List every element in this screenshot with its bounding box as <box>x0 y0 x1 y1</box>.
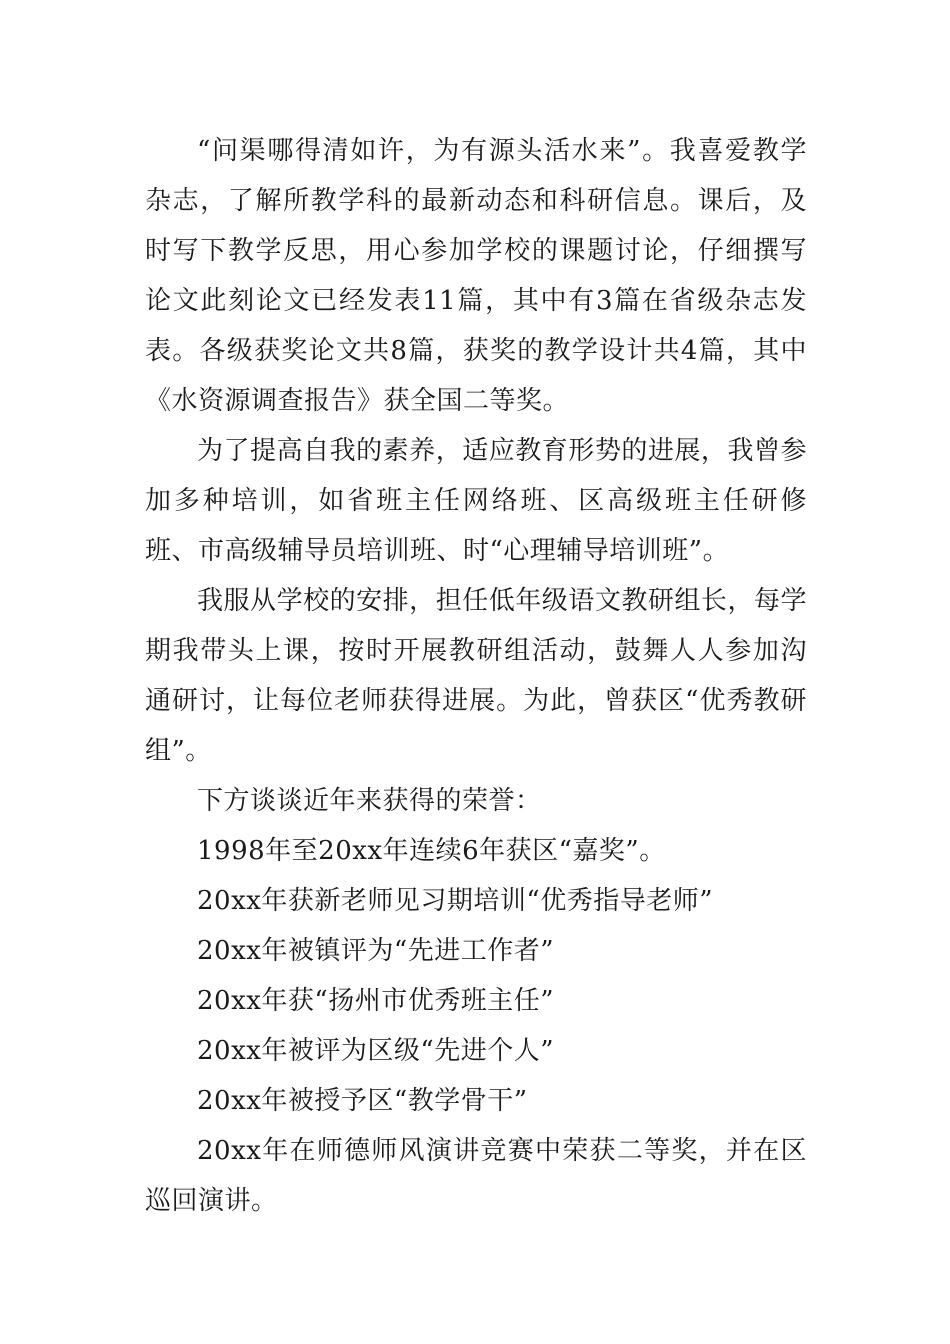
paragraph-training: 为了提高自我的素养，适应教育形势的进展，我曾参加多种培训，如省班主任网络班、区高级班主任研修班、市高级辅导员培训班、时“心理辅导培训班”。 <box>145 436 807 566</box>
honor-item: 20xx年在师德师风演讲竞赛中荣获二等奖，并在区巡回演讲。 <box>145 1136 807 1216</box>
paragraph-honors-intro: 下方谈谈近年来获得的荣誉： <box>197 786 542 816</box>
honor-item: 1998年至20xx年连续6年获区“嘉奖”。 <box>197 836 666 866</box>
honor-item: 20xx年被镇评为“先进工作者” <box>197 936 554 966</box>
paragraph-teaching-group: 我服从学校的安排，担任低年级语文教研组长，每学期我带头上课，按时开展教研组活动，鼓舞人人参加沟通研讨，让每位老师获得进展。为此，曾获区“优秀教研组”。 <box>145 586 807 766</box>
document-body <box>145 126 807 1226</box>
honor-item: 20xx年被评为区级“先进个人” <box>197 1036 554 1066</box>
honor-item: 20xx年获新老师见习期培训“优秀指导老师” <box>197 886 713 916</box>
honor-item: 20xx年被授予区“教学骨干” <box>197 1086 528 1116</box>
honor-item: 20xx年获“扬州市优秀班主任” <box>197 986 554 1016</box>
paragraph-research: “问渠哪得清如许，为有源头活水来”。我喜爱教学杂志，了解所教学科的最新动态和科研信息。课后，及时写下教学反思，用心参加学校的课题讨论，仔细撰写论文此刻论文已经发表11篇，其中有3篇在省级杂志发表。各级获奖论文共8篇，获奖的教学设计共4篇，其中《水资源调查报告》获全国二等奖。 <box>145 136 807 416</box>
